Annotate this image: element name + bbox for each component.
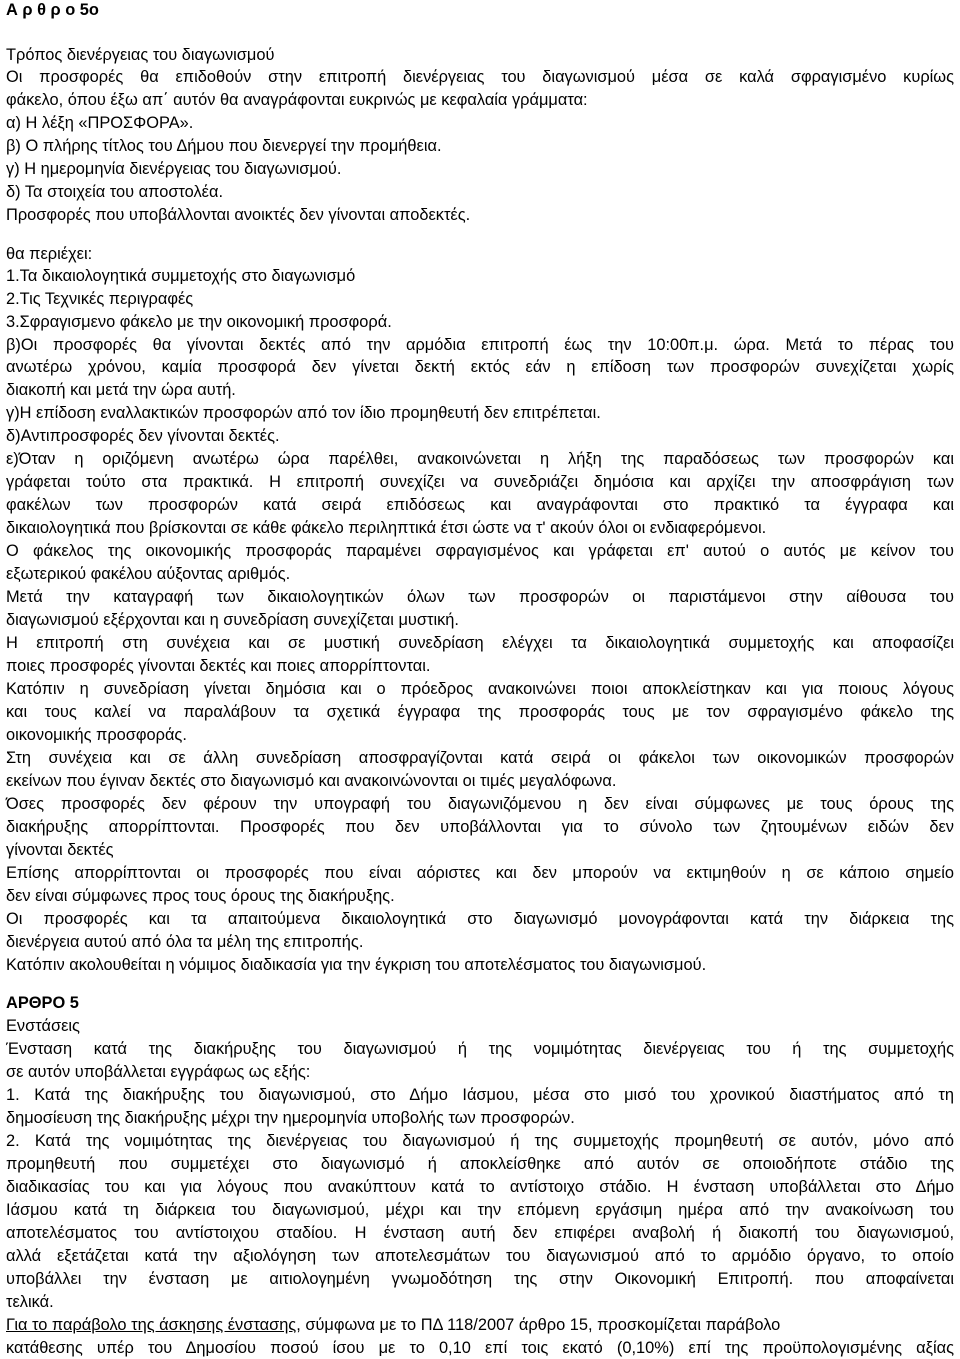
paragraph-line: Μετά την καταγραφή των δικαιολογητικών όλων των προσφορών οι παριστάμενοι στην αίθουσα του bbox=[6, 588, 954, 606]
paragraph-line: σε αυτόν υποβάλλεται εγγράφως ως εξής: bbox=[6, 1063, 311, 1081]
paragraph-line: Ένσταση κατά της διακήρυξης του διαγωνισμού ή της νομιμότητας διενέργειας του ή της συμμετοχής bbox=[6, 1040, 954, 1058]
paragraph-line: γίνονται δεκτές bbox=[6, 841, 114, 859]
paragraph-line: Στη συνέχεια και σε άλλη συνεδρίαση αποσφραγίζονται κατά σειρά οι φάκελοι των οικονομικών προσφορών bbox=[6, 749, 954, 767]
paragraph-line: διαγωνισμού εξέρχονται και η συνεδρίαση συνεχίζεται μυστική. bbox=[6, 611, 459, 629]
section-subtitle: Τρόπος διενέργειας του διαγωνισμού bbox=[6, 46, 275, 64]
article-heading: Α ρ θ ρ ο 5ο bbox=[6, 1, 99, 19]
paragraph-line: αλλά εξετάζεται κατά την αξιολόγηση των αποτελεσμάτων του διαγωνισμού από το αρμόδιο όργανο, το οποίο bbox=[6, 1247, 954, 1265]
paragraph-line: Προσφορές που υποβάλλονται ανοικτές δεν γίνονται αποδεκτές. bbox=[6, 206, 471, 224]
paragraph-line: δικαιολογητικά που βρίσκονται σε κάθε φάκελο περιληπτικά έτσι ώστε να τ' ακούν όλοι οι ενδιαφερόμενοι. bbox=[6, 519, 767, 537]
paragraph-line: δημοσίευση της διακήρυξης μέχρι την ημερομηνία υποβολής των προσφορών. bbox=[6, 1109, 575, 1127]
paragraph-line: Οι προσφορές θα επιδοθούν στην επιτροπή διενέργειας του διαγωνισμού μέσα σε καλά σφραγισμένο κυρίως bbox=[6, 68, 954, 86]
paragraph-line: οικονομικής προσφοράς. bbox=[6, 726, 187, 744]
paragraph-line: δεν είναι σύμφωνες προς τους όρους της διακήρυξης. bbox=[6, 887, 395, 905]
list-item: 1.Τα δικαιολογητικά συμμετοχής στο διαγωνισμό bbox=[6, 267, 356, 285]
paragraph-line: Ιάσμου κατά τη διάρκεια του διαγωνισμού, μέχρι και την επόμενη εργάσιμη ημέρα από την ανακοίνωση του bbox=[6, 1201, 954, 1219]
paragraph-line: Η επιτροπή στη συνέχεια και σε μυστική συνεδρίαση ελέγχει τα δικαιολογητικά συμμετοχής και αποφασίζει bbox=[6, 634, 954, 652]
fee-text: , σύμφωνα με το ΠΔ 118/2007 άρθρο 15, προσκομίζεται παράβολο bbox=[296, 1316, 781, 1334]
paragraph-line: διενέργεια αυτού από όλα τα μέλη της επιτροπής. bbox=[6, 933, 364, 951]
paragraph-line: Οι προσφορές και τα απαιτούμενα δικαιολογητικά στο διαγωνισμό μονογράφονται κατά την διάρκεια της bbox=[6, 910, 954, 928]
contains-label: θα περιέχει: bbox=[6, 245, 93, 263]
list-item: γ) Η ημερομηνία διενέργειας του διαγωνισμού. bbox=[6, 160, 342, 178]
paragraph-line: ανωτέρω χρόνου, καμία προσφορά δεν γίνεται δεκτή εκτός εάν η επίδοση των προσφορών συνεχίζεται χωρίς bbox=[6, 358, 954, 376]
paragraph-line: προμηθευτή που συμμετέχει στο διαγωνισμό ή αποκλείσθηκε από αυτόν σε οποιοδήποτε στάδιο της bbox=[6, 1155, 954, 1173]
list-item: 2. Κατά της νομιμότητας της διενέργειας του διαγωνισμού ή της συμμετοχής προμηθευτή σε αυτόν, μόνο από bbox=[6, 1132, 954, 1150]
paragraph-line: διακοπή και μετά την ώρα αυτή. bbox=[6, 381, 236, 399]
paragraph-line: φακέλων των προσφορών κατά σειρά επιδόσεως και αναγράφονται στο πρακτικό τα έγγραφα και bbox=[6, 496, 954, 514]
paragraph-line: γράφεται τούτο στα πρακτικά. Η επιτροπή συνεχίζει να συνεδριάζει δημόσια και αρχίζει την αποσφράγιση των bbox=[6, 473, 954, 491]
paragraph-line: ποιες προσφορές γίνονται δεκτές και ποιες απορρίπτονται. bbox=[6, 657, 431, 675]
paragraph-line: Ο φάκελος της οικονομικής προσφοράς παραμένει σφραγισμένος και γράφεται επ' αυτού ο αυτός με κείνον του bbox=[6, 542, 954, 560]
paragraph-line: δ)Αντιπροσφορές δεν γίνονται δεκτές. bbox=[6, 427, 280, 445]
paragraph-line: διακήρυξης απορρίπτονται. Προσφορές που δεν υποβάλλονται για το σύνολο των ζητουμένων ειδών δεν bbox=[6, 818, 954, 836]
paragraph-line: Κατόπιν η συνεδρίαση γίνεται δημόσια και ο πρόεδρος ανακοινώνει ποιοι αποκλείστηκαν και για ποιους λόγους bbox=[6, 680, 954, 698]
fee-line bbox=[6, 1315, 954, 1336]
paragraph-line: φάκελο, όπου έξω απ΄ αυτόν θα αναγράφονται ευκρινώς με κεφαλαία γράμματα: bbox=[6, 91, 588, 109]
paragraph-line: β)Οι προσφορές θα γίνονται δεκτές από την αρμόδια επιτροπή έως την 10:00π.μ. ώρα. Μετά το πέρας του bbox=[6, 336, 954, 354]
paragraph-line: γ)Η επίδοση εναλλακτικών προσφορών από τον ίδιο προμηθευτή δεν επιτρέπεται. bbox=[6, 404, 601, 422]
list-item: δ) Τα στοιχεία του αποστολέα. bbox=[6, 183, 224, 201]
list-item: α) Η λέξη «ΠΡΟΣΦΟΡΑ». bbox=[6, 114, 194, 132]
paragraph-line: εξωτερικού φακέλου αύξοντας αριθμός. bbox=[6, 565, 291, 583]
paragraph-line: αποτελέσματος του αντίστοιχου σταδίου. Η ένσταση αυτή δεν επιφέρει αναβολή ή διακοπή του διαγωνισμού, bbox=[6, 1224, 954, 1242]
paragraph-line: ε)Όταν η οριζόμενη ανωτέρω ώρα παρέλθει, ανακοινώνεται η λήξη της παραδόσεως των προσφορών και bbox=[6, 450, 954, 468]
paragraph-line: διαδικασίας του και για λόγους που ανακύπτουν κατά το αντίστοιχο στάδιο. Η ένσταση υποβάλλεται στο Δήμο bbox=[6, 1178, 954, 1196]
list-item: 1. Κατά της διακήρυξης του διαγωνισμού, στο Δήμο Ιάσμου, μέσα στο μισό του χρονικού διαστήματος από τη bbox=[6, 1086, 954, 1104]
paragraph-line: υποβάλλει την ένσταση με αιτιολογημένη γνωμοδότηση της στην Οικονομική Επιτροπή. που αποφαίνεται bbox=[6, 1270, 954, 1288]
paragraph-line: τελικά. bbox=[6, 1293, 54, 1311]
list-item: 3.Σφραγισμενο φάκελο με την οικονομική προσφορά. bbox=[6, 313, 392, 331]
paragraph-line: Επίσης απορρίπτονται οι προσφορές που είναι αόριστες και δεν μπορούν να εκτιμηθούν η σε κάποιο σημείο bbox=[6, 864, 954, 882]
paragraph-line: κατάθεσης υπέρ του Δημοσίου ποσού ίσου με το 0,10 επί τοις εκατό (0,10%) επί της προϋπολογισμένης αξίας bbox=[6, 1339, 954, 1357]
paragraph-line: και τους καλεί να παραλάβουν τα σχετικά έγγραφα της προσφοράς τους με τον σφραγισμένο φάκελο της bbox=[6, 703, 954, 721]
list-item: β) Ο πλήρης τίτλος του Δήμου που διενεργεί την προμήθεια. bbox=[6, 137, 442, 155]
fee-link[interactable]: Για το παράβολο της άσκησης ένστασης bbox=[6, 1316, 297, 1334]
paragraph-line: εκείνων που έγιναν δεκτές στο διαγωνισμό και ανακοινώνονται οι τιμές μεγαλόφωνα. bbox=[6, 772, 617, 790]
article-heading: ΑΡΘΡΟ 5 bbox=[6, 994, 79, 1012]
paragraph-line: Κατόπιν ακολουθείται η νόμιμος διαδικασία για την έγκριση του αποτελέσματος του διαγωνισμού. bbox=[6, 956, 707, 974]
paragraph-line: Όσες προσφορές δεν φέρουν την υπογραφή του διαγωνιζόμενου η δεν είναι σύμφωνες με τους όρους της bbox=[6, 795, 954, 813]
section-subtitle: Ενστάσεις bbox=[6, 1017, 80, 1035]
list-item: 2.Τις Τεχνικές περιγραφές bbox=[6, 290, 194, 308]
